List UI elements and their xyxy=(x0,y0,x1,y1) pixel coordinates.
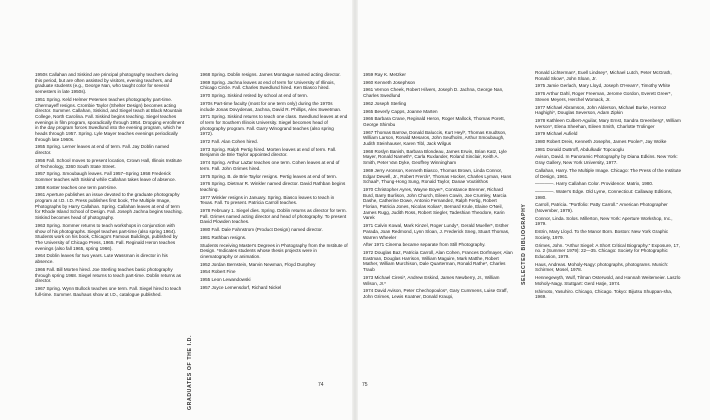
text-paragraph: 1962 Joseph Sterling xyxy=(363,100,407,106)
text-paragraph: 1967 Spring. Wynn Bullock teaches one term. Fall. Siegel hired to teach full-time. Summer. Bauhaus show at I.D., catalogue published. xyxy=(35,285,182,297)
text-paragraph: 1972 Douglas Baz, Patricia Carroll, Alan Cohen, Frances Dorfmayer, Alan Eastman, Douglas Harrison, William Maguire, Mark Matthe, Robert Mather, William Murchison, Dale Quarterman, Ronald Rathe*, Charles Traub xyxy=(363,249,513,273)
text-paragraph: 1967 Thomas Barrow, Donald Baluccis, Kurt Heyl*, Thomas Knudtson, William Larson, Ronald Mesaros, John Seufholm, Arthur Smoubaugh, Judith Steinhauser, Karen Tibl, Jack Wilgus xyxy=(363,129,507,147)
text-paragraph: 1977 Winkler resigns in January. Spring. Biasco leaves to teach in Texas. Fall. To present. Patricia Carroll teaches. xyxy=(200,194,335,206)
text-paragraph: 1981 Donald DuBroff, Abdulkadir Topcuoglu xyxy=(535,146,624,152)
text-paragraph: 1955 Leon Lewandowski xyxy=(200,277,251,283)
bibliography-column xyxy=(535,70,683,302)
text-paragraph: Connor, Linda. Solos. Millerton, New York: Aperture Workshop, Inc., 1979. xyxy=(535,215,673,227)
text-paragraph: 1968 Roslyn Banish, Barbara Blondeau, James Erwin, Brian Katz, Lyle Mayer, Ronald Nameth*, Carla Ruxlander, Roland Sinclair, Keith A. Smith, Peter Van Dyke, Geoffrey Winningham xyxy=(363,148,507,166)
text-paragraph: 1975 Spring. B. de Brie Taylor resigns. Pertig leaves at end of term. xyxy=(200,173,338,179)
text-paragraph: 1961 Aperture publishes an issue devoted to the graduate photography program at I.D. I.D. Press publishes first book, The Multiple Image, Photographs by Harry Callahan. Spring. Callahan leaves at end of term for Rhode Island School of Design. Fall. Joseph Jachna begins teaching. Siskind becomes head of photography. xyxy=(35,192,183,221)
text-paragraph: Avison, David. In Panoramic Photography by Diana Edkins. New York: Gray Gallery, New York University, 1977. xyxy=(535,154,678,166)
text-paragraph: 1976 Arthur Dahl, Roger Freeman, Jerome Gordon, Everett Greer*, Steven Meyers, Herchel Womack, Jr. xyxy=(535,91,672,102)
text-paragraph: 1966 Fall. Bill Morten hired. Joe Sterling teaches basic photography through spring 1968. Siegel returns to teach part-time. Doblin returns as director. xyxy=(35,266,182,284)
page-number-right: 75 xyxy=(362,382,368,388)
text-paragraph: 1961 Vernon Cheek, Robert Hilvers, Joseph D. Jachna, George Nan, Charles Swedlund xyxy=(363,87,504,99)
page-number-left: 74 xyxy=(318,382,324,388)
text-paragraph: Grimes, John. "Arthur Siegel: A Short Critical Biography." Exposure, 17, no. 2 (Summer 1979): 22—35. Chicago: Society for Photographic Education, 1979. xyxy=(535,242,680,259)
chronology-column-1 xyxy=(35,72,185,299)
text-paragraph: 1956 Fall. School moves to present location, Crown Hall, Illinois Institute of Technology, 3360 South State Street. xyxy=(35,157,182,169)
text-paragraph: Carroll, Patricia. "Portfolio: Patty Carroll." American Photographer (November, 1979). xyxy=(535,202,668,214)
text-paragraph: Ishimoto, Yasuhiro. Chicago, Chicago. Tokyo: Bijutsu Shuppan-sha, 1969. xyxy=(535,288,673,300)
graduates-section-label: GRADUATES OF THE I.D. xyxy=(187,334,193,410)
text-paragraph: 1970 Christopher Ayres, Wayne Boyer*, Constance Brenner, Richard Burd, Barry Burlison, John Church, Eileen Cowin, Joe Crumley, Marcia Dashe, Catherine Dowe, Antonio Fernandez, Ralph Fertig, Robert Florian, Patricia Jones, Nicolas Kolias*, Bernard Krule, Elaine O'Neil, James Rugg, Judith Ross, Robert Siegler, Tadeshian Theodore, Karin Varek xyxy=(363,186,507,221)
text-paragraph: 1952 Jordan Bernstein, Marvin Newman, Floyd Dunphey xyxy=(200,261,316,267)
text-paragraph: 1975 Jamie Gerlach, Mary Lloyd, Joseph O'Hearn*, Timothy White xyxy=(535,83,671,89)
text-paragraph: 1969 Spring. Jachna leaves at end of term for University of Illinois, Chicago Circle. Fall. Charles Swedlund hired. Ken Biasco hired. xyxy=(200,79,335,91)
bibliography-section-label: SELECTED BIBLIOGRAPHY xyxy=(521,203,527,285)
text-paragraph: 1959 Ray K. Metzker xyxy=(363,72,406,77)
text-paragraph: 1973 Spring. Ralph Pertig hired. Morten leaves at end of term. Fall. Benjamin de Brie Taylor appointed director. xyxy=(200,146,337,158)
text-paragraph: 1974 David Avison, Peter Chechopoulos*, Gary Cummens, Luise Graff, John Grimes, Lewis Koatner, Donald Kraupi, xyxy=(363,288,508,299)
text-paragraph: Ronald Lichterman*, Euell Lindsey*, Michael Lutch, Peter McGrath, Ronald Skow*, John Sloan, Jr. xyxy=(535,70,672,81)
text-paragraph: 1971 Spring. Siskind returns to teach one class. Swedlund leaves at end of term for Southern Illinois University. Siegel becomes head of photography program. Fall. Garry Winogrand teaches (also spring 1972). xyxy=(200,114,348,137)
text-paragraph: 1970s Part-time faculty (most for one term only) during the 1970s include Jonas Dovydenas, Jachna, David R. Phillips, Alex Sweetman. xyxy=(200,100,342,112)
text-paragraph: Callahan, Harry. The Multiple Image. Chicago: The Press of the Institute of Design, 1961. xyxy=(535,167,682,179)
text-paragraph: Haus, Andreas. Moholy-Nagy: photographs, photograms. Munich: Schirmer, Mosel, 1978. xyxy=(535,261,669,273)
text-paragraph: 1979 Michael Aufield xyxy=(535,131,578,137)
text-paragraph: 1978 February 1. Siegel dies. Spring. Doblin returns as director for term. Fall. Grimes named acting director and head of photography. To present David Plowden teaches. xyxy=(200,208,347,225)
text-paragraph: ————. Harry Callahan Color. Providence: Matrix, 1980. xyxy=(535,181,654,187)
text-paragraph: 1970 Spring. Siskind retired by school at end of term. xyxy=(200,93,309,99)
text-paragraph: Students receiving Master's Degrees in Photography from the Institute of Design. *Indicates students whose thesis projects were in cinematography or animation. xyxy=(200,242,348,259)
text-paragraph: After 1971 Cinema became separate from Still Photography. xyxy=(363,242,486,248)
text-paragraph: 1950s Callahan and Siskind are principal photography teachers during this period, but are often assisted by visitors, evening teachers, and graduate students (e.g., George Nan, who taught color for several semesters in late 1950s). xyxy=(35,72,179,95)
text-paragraph: 1968 Spring. Doblin resigns. James Montague named acting director. xyxy=(200,72,341,77)
graduates-column xyxy=(363,72,513,302)
text-paragraph: ————. Water's Edge. Old Lyme, Connecticut: Callaway Editions, 1980. xyxy=(535,188,673,200)
chronology-column-2 xyxy=(200,72,348,293)
text-paragraph: 1965 Beverly Capps, Joanne Marten xyxy=(363,108,438,114)
text-paragraph: 1957 Joyce Lemensdorf, Richard Nickel xyxy=(200,284,282,290)
text-paragraph: 1954 Robert Fine xyxy=(200,269,236,275)
text-paragraph: 1960 Kenneth Josephson xyxy=(363,79,416,85)
text-paragraph: 1958 Koster teaches one term part-time. xyxy=(35,184,118,190)
text-paragraph: 1973 Michael Ciresi*, Andrew Eskind, James Newberry, Jr., William Wilson, Jr.* xyxy=(363,274,500,286)
text-paragraph: 1977 Michael Abramson, John Alderson, Michael Burke, Hormoz Haghighi*, Douglas Severson, Adam Zipkin xyxy=(535,104,667,116)
text-paragraph: 1964 Doblin leaves for two years. Lute Wassman is director in his absence. xyxy=(35,253,168,265)
text-paragraph: 1978 Kathleen Culbert-Aguilar, Mary Ernst, Sandra Greenberg*, William Iverson*, Elena Sheehan, Eileen Smith, Charlotte Trolinger xyxy=(535,117,681,129)
text-paragraph: 1981 Rathban resigns. xyxy=(200,234,247,240)
text-paragraph: 1980 Robert Dreis, Kenneth Josephs, James Pooler*, Jay Wolke xyxy=(535,139,667,145)
text-paragraph: 1955 Spring. Lerner leaves at end of term. Fall. Jay Doblin named director. xyxy=(35,144,170,156)
text-paragraph: 1974 Spring. Arthur LaZar teaches one term. Cohen leaves at end of term. Fall. John Grimes hired. xyxy=(200,160,340,171)
text-paragraph: 1963 Spring. Sommer returns to teach workshops in conjunction with show of his photographs. Siegel teaches part-time (also spring 1964). Students work on his book, Chicago's Famous Buildings, published by The University of Chicago Press, 1965. Fall. Reginald Heron teaches evenings (also fall 1965, spring 1966). xyxy=(35,222,178,251)
text-paragraph: 1976 Spring. Dietmar R. Winkler named director. David Rathban begins teaching. xyxy=(200,181,346,192)
text-paragraph: 1980 Fall. Dale Fahnstrom (Product Design) named director. xyxy=(200,227,323,233)
book-gutter xyxy=(352,0,358,420)
text-paragraph: 1957 Spring. Smoubaugh leaves. Fall 1957–Spring 1958 Frederick Sommer teaches with Siskind while Callahan takes leave of absence. xyxy=(35,171,176,182)
text-paragraph: 1972 Fall. Alan Cohen hired. xyxy=(200,139,258,145)
text-paragraph: 1951 Spring. Keld Helmer Petersen teaches photography part-time. Chermayeff resigns. Crombie Taylor (Shelter Design) becomes acting director. Summer. Callahan, Siskind, and Siegel teach at Black Mountain College, North Carolina. Fall. Siskind begins teaching. Siegel teaches evenings in film program, sporadically through 1954. Dropping enrollment in the day program forces Swedlund into the evening program, which he heads through 1957. Spring. Lyle Mayer teaches evenings periodically through late 1960s. xyxy=(35,96,185,142)
text-paragraph: 1971 Calvin Kowal, Mark Kinzel, Roger Lundy*, Gerald Mueller*, Esther Parada, Joan Redmond, Lynn Sloan, J. Frederick Sneg, Stuart Thomas, Warren Wheeler xyxy=(363,223,510,240)
text-paragraph: 1966 Barbara Crane, Reginald Heron, Roger Mallock, Thomas Porett, George Shimbu xyxy=(363,116,505,127)
text-paragraph: 1969 Jerry Aronson, Kenneth Biasco, Thomas Brown, Linda Connor, Edgar Dewell, Jr., Robert Frerck*, Thomas Hocker, Charles Lyman, Hans Schaal*, Thung-Hong Sung, Ronald Taylor, Danae Voutirithos xyxy=(363,167,512,185)
text-paragraph: Hennegewyth, Wulf, Tilman Osterwold, and Hannah Weitemeier. Laszlo Moholy-Nagy. Stuttgart: Gerd Hatje, 1974. xyxy=(535,275,681,286)
text-paragraph: Estrin, Mary Lloyd. To the Manor Born. Boston: New York Graphic Society, 1979. xyxy=(535,229,669,240)
